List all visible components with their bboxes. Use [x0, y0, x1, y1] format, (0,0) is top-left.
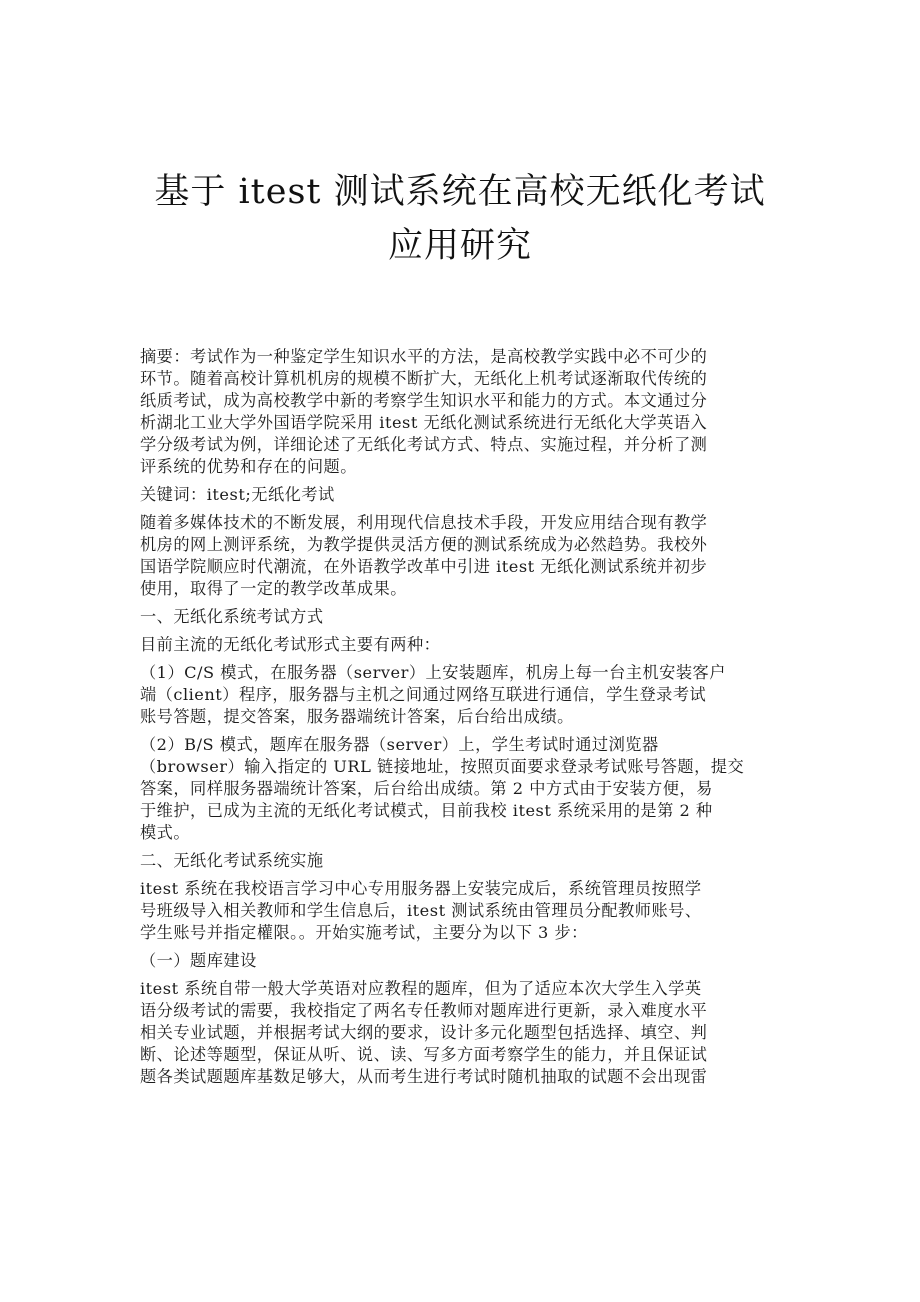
section-2-para-2-line: 题各类试题题库基数足够大，从而考生进行考试时随机抽取的试题不会出现雷	[140, 1067, 708, 1086]
item-2-line: 答案，同样服务器端统计答案，后台给出成绩。第 2 中方式由于安装方便，易	[140, 779, 713, 798]
section-2-para-2-line: 相关专业试题，并根据考试大纲的要求，设计多元化题型包括选择、填空、判	[140, 1023, 708, 1042]
section-2-para-1-line: 学生账号并指定權限。。开始实施考试，主要分为以下 3 步：	[140, 923, 588, 942]
section-2-heading: 二、无纸化考试系统实施	[140, 851, 324, 870]
item-2-line: （browser）输入指定的 URL 链接地址，按照页面要求登录考试账号答题，提交	[140, 757, 745, 776]
item-2-line: 于维护，已成为主流的无纸化考试模式，目前我校 itest 系统采用的是第 2 种	[140, 801, 713, 820]
abstract-line: 摘要：考试作为一种鉴定学生知识水平的方法，是高校教学实践中必不可少的	[140, 347, 708, 366]
title-line-1: 基于 itest 测试系统在高校无纸化考试	[154, 172, 766, 212]
item-1-line: 端（client）程序，服务器与主机之间通过网络互联进行通信，学生登录考试	[140, 685, 707, 704]
abstract-line: 评系统的优势和存在的问题。	[140, 457, 357, 476]
intro-paragraph	[140, 512, 800, 600]
item-2-line: 模式。	[140, 823, 191, 842]
abstract-line: 环节。随着高校计算机机房的规模不断扩大，无纸化上机考试逐渐取代传统的	[140, 369, 708, 388]
section-1-heading: 一、无纸化系统考试方式	[140, 607, 324, 626]
keywords-line: 关键词：itest;无纸化考试	[140, 485, 335, 504]
abstract-paragraph	[140, 346, 800, 478]
document-body	[140, 346, 800, 1094]
section-2-para-1-line: itest 系统在我校语言学习中心专用服务器上安装完成后，系统管理员按照学	[140, 879, 702, 898]
intro-line: 使用，取得了一定的教学改革成果。	[140, 579, 407, 598]
subsection-1-heading: （一）题库建设	[140, 951, 257, 970]
abstract-line: 学分级考试为例，详细论述了无纸化考试方式、特点、实施过程，并分析了测	[140, 435, 708, 454]
abstract-line: 析湖北工业大学外国语学院采用 itest 无纸化测试系统进行无纸化大学英语入	[140, 413, 708, 432]
section-2-paragraph-1	[140, 878, 800, 944]
abstract-line: 纸质考试，成为高校教学中新的考察学生知识水平和能力的方式。本文通过分	[140, 391, 708, 410]
section-1-item-2	[140, 734, 800, 844]
section-1-lead: 目前主流的无纸化考试形式主要有两种：	[140, 635, 441, 654]
document-title	[100, 165, 820, 273]
item-1-line: 账号答题，提交答案，服务器端统计答案，后台给出成绩。	[140, 707, 574, 726]
title-line-2: 应用研究	[387, 226, 532, 266]
item-1-line: （1）C/S 模式，在服务器（server）上安装题库，机房上每一台主机安装客户	[140, 663, 726, 682]
item-2-line: （2）B/S 模式，题库在服务器（server）上，学生考试时通过浏览器	[140, 735, 659, 754]
section-2-paragraph-2	[140, 978, 800, 1088]
section-2-para-2-line: itest 系统自带一般大学英语对应教程的题库，但为了适应本次大学生入学英	[140, 979, 702, 998]
section-1-item-1	[140, 662, 800, 728]
section-2-para-2-line: 语分级考试的需要，我校指定了两名专任教师对题库进行更新，录入难度水平	[140, 1001, 708, 1020]
intro-line: 随着多媒体技术的不断发展，利用现代信息技术手段，开发应用结合现有教学	[140, 513, 708, 532]
section-2-para-1-line: 号班级导入相关教师和学生信息后，itest 测试系统由管理员分配教师账号、	[140, 901, 702, 920]
section-2-para-2-line: 断、论述等题型，保证从听、说、读、写多方面考察学生的能力，并且保证试	[140, 1045, 708, 1064]
intro-line: 机房的网上测评系统，为教学提供灵活方便的测试系统成为必然趋势。我校外	[140, 535, 708, 554]
intro-line: 国语学院顺应时代潮流，在外语教学改革中引进 itest 无纸化测试系统并初步	[140, 557, 708, 576]
